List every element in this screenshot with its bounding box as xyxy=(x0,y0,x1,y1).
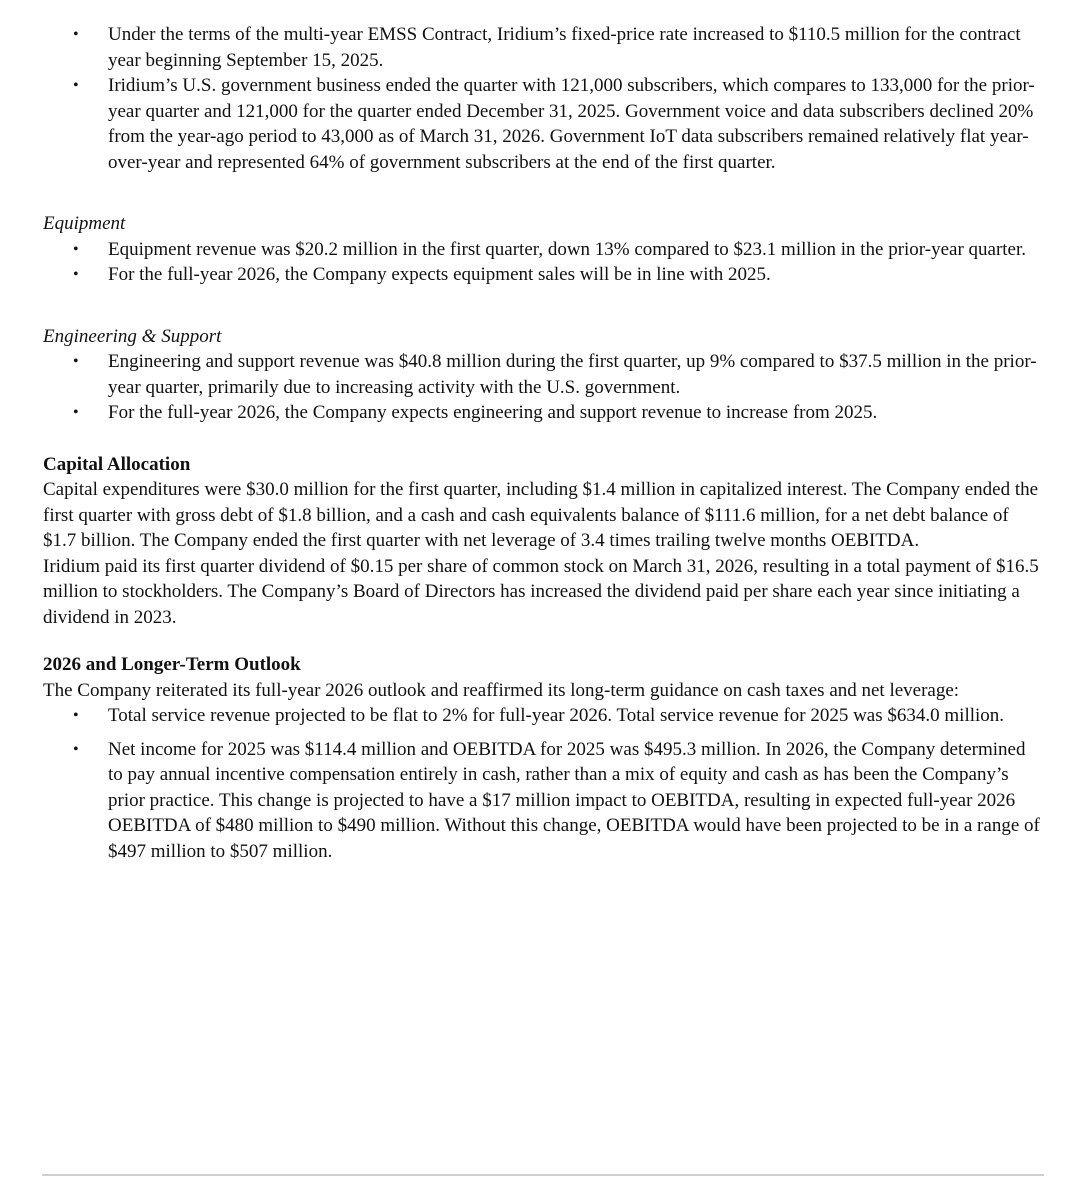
government-bullet-list xyxy=(43,22,1042,175)
outlook-intro-paragraph: The Company reiterated its full-year 2026 outlook and reaffirmed its long-term guidance on cash taxes and net leverage: xyxy=(43,679,960,701)
outlook-bullet-list xyxy=(43,703,1042,864)
list-item: • Iridium’s U.S. government business ended the quarter with 121,000 subscribers, which compares to 133,000 for the prior-year quarter and 121,000 for the quarter ended December 31, 2025. Government voice and data subscribers declined 20% from the year-ago period to 43,000 as of March 31, 2026. Government IoT data subscribers remained relatively flat year-over-year and represented 64% of government subscribers at the end of the first quarter. xyxy=(43,73,1042,175)
list-item: • Equipment revenue was $20.2 million in the first quarter, down 13% compared to $23.1 million in the prior-year quarter. xyxy=(43,237,1042,263)
capital-allocation-heading: Capital Allocation xyxy=(43,453,191,475)
capital-expenditures-paragraph: Capital expenditures were $30.0 million for the first quarter, including $1.4 million in capitalized interest. The Company ended the first quarter with gross debt of $1.8 billion, and a cash and cash equivalents balance of $111.6 million, for a net debt balance of $1.7 billion. The Company ended the first quarter with net leverage of 3.4 times trailing twelve months OEBITDA. xyxy=(43,479,1039,551)
horizontal-divider xyxy=(42,1174,1044,1176)
list-item: • For the full-year 2026, the Company expects equipment sales will be in line with 2025. xyxy=(43,262,1042,288)
equipment-bullet-list xyxy=(43,237,1042,288)
list-item: • Total service revenue projected to be flat to 2% for full-year 2026. Total service revenue for 2025 was $634.0 million. xyxy=(43,703,1042,729)
dividend-paragraph: Iridium paid its first quarter dividend of $0.15 per share of common stock on March 31, 2026, resulting in a total payment of $16.5 million to stockholders. The Company’s Board of Directors has increased the dividend paid per share each year since initiating a dividend in 2023. xyxy=(43,555,1039,628)
list-item: • Engineering and support revenue was $40.8 million during the first quarter, up 9% compared to $37.5 million in the prior-year quarter, primarily due to increasing activity with the U.S. government. xyxy=(43,349,1042,400)
equipment-subheading: Equipment xyxy=(43,213,126,234)
list-item: • Under the terms of the multi-year EMSS Contract, Iridium’s fixed-price rate increased to $110.5 million for the contract year beginning September 15, 2025. xyxy=(43,22,1042,73)
list-item: • Net income for 2025 was $114.4 million and OEBITDA for 2025 was $495.3 million. In 2026, the Company determined to pay annual incentive compensation entirely in cash, rather than a mix of equity and cash as has been the Company’s prior practice. This change is projected to have a $17 million impact to OEBITDA, resulting in expected full-year 2026 OEBITDA of $480 million to $490 million. Without this change, OEBITDA would have been projected to be in a range of $497 million to $507 million. xyxy=(43,737,1042,865)
list-item: • For the full-year 2026, the Company expects engineering and support revenue to increase from 2025. xyxy=(43,400,1042,426)
engineering-bullet-list xyxy=(43,349,1042,426)
outlook-heading: 2026 and Longer-Term Outlook xyxy=(43,654,301,675)
engineering-subheading: Engineering & Support xyxy=(43,325,222,347)
